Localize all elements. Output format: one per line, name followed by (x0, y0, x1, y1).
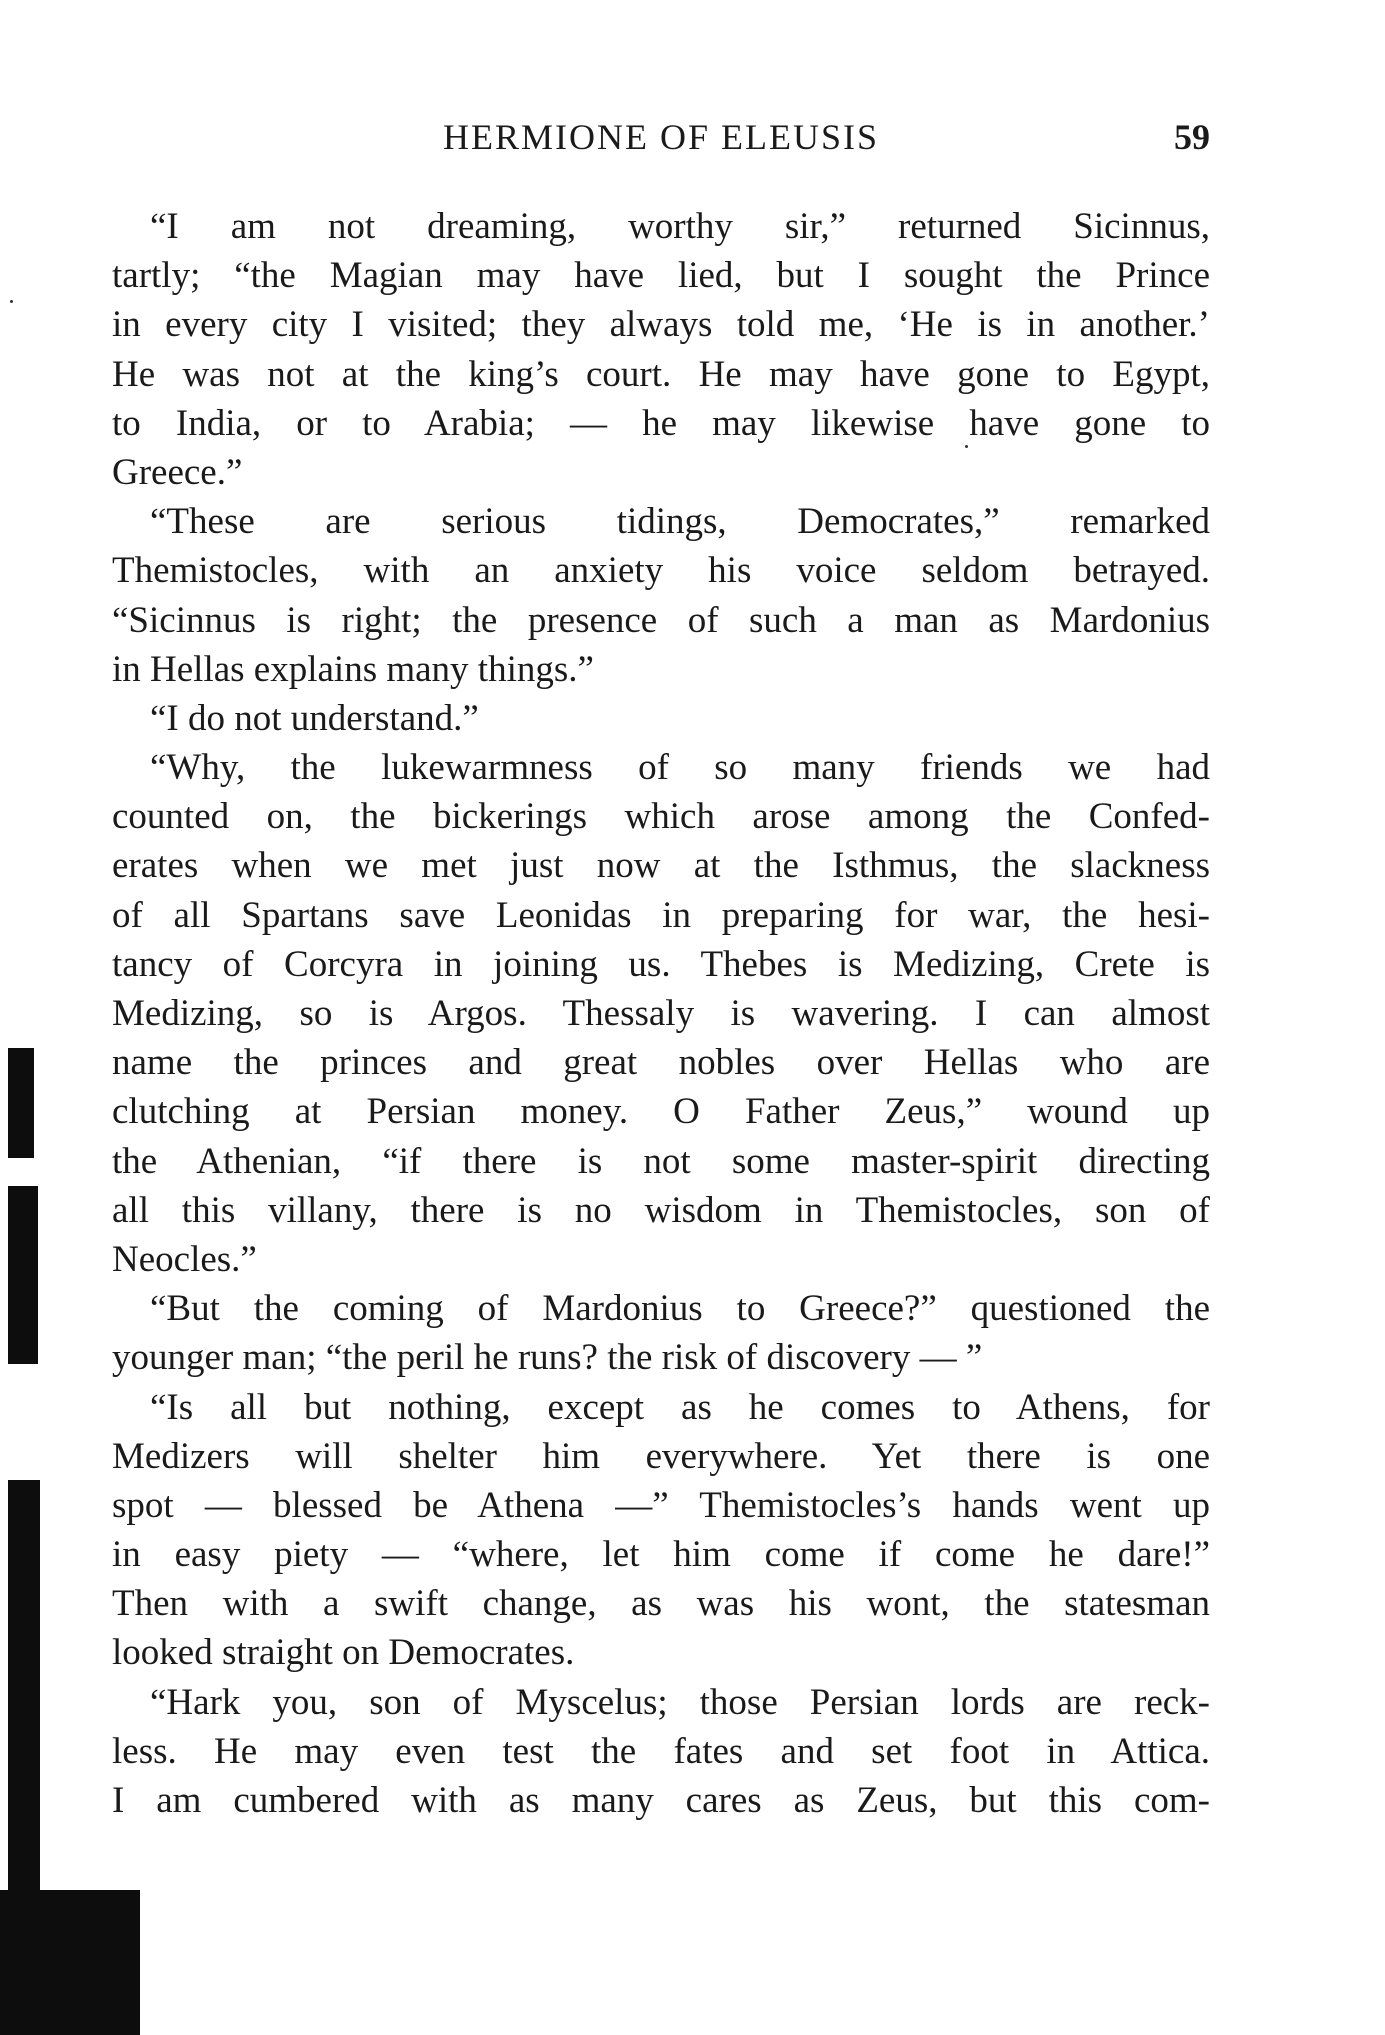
binding-shadow (8, 1186, 38, 1364)
text-line: the Athenian, “if there is not some master-spirit directing (112, 1140, 1210, 1182)
text-line: Medizing, so is Argos. Thessaly is wavering. I can almost (112, 993, 1210, 1034)
text-line: in Hellas explains many things.” (112, 648, 594, 690)
text-line: “I do not understand.” (150, 697, 479, 739)
ink-speck (965, 445, 968, 448)
binding-shadow (8, 1480, 40, 1900)
text-line: “Why, the lukewarmness of so many friends we had (150, 747, 1210, 789)
text-line: of all Spartans save Leonidas in preparing for war, the hesi- (112, 894, 1210, 936)
text-line: “These are serious tidings, Democrates,” remarked (150, 501, 1210, 543)
text-line: less. He may even test the fates and set foot in Attica. (112, 1730, 1210, 1772)
page-number: 59 (1174, 117, 1210, 157)
text-line: younger man; “the peril he runs? the risk of discovery — ” (112, 1337, 983, 1379)
text-line: name the princes and great nobles over Hellas who are (112, 1042, 1210, 1084)
text-line: tancy of Corcyra in joining us. Thebes is Medizing, Crete is (112, 943, 1210, 985)
running-title: HERMIONE OF ELEUSIS (442, 117, 879, 157)
text-line: looked straight on Democrates. (112, 1632, 575, 1674)
text-line: Greece.” (112, 451, 243, 493)
text-line: “But the coming of Mardonius to Greece?” questioned the (150, 1288, 1210, 1330)
text-line: “Sicinnus is right; the presence of such a man as Mardonius (112, 599, 1210, 641)
text-line: to India, or to Arabia; — he may likewise have gone to (112, 402, 1210, 444)
text-line: I am cumbered with as many cares as Zeus, but this com- (112, 1780, 1210, 1821)
body-text (112, 202, 1210, 1825)
text-line: spot — blessed be Athena —” Themistocles’s hands went up (112, 1484, 1210, 1526)
text-line: counted on, the bickerings which arose among the Confed- (112, 796, 1210, 838)
binding-shadow (8, 1048, 34, 1158)
text-line: He was not at the king’s court. He may have gone to Egypt, (112, 353, 1210, 395)
text-line: “Is all but nothing, except as he comes to Athens, for (150, 1386, 1210, 1428)
text-line: Themistocles, with an anxiety his voice seldom betrayed. (112, 550, 1210, 592)
text-line: in every city I visited; they always told me, ‘He is in another.’ (112, 304, 1210, 346)
text-line: erates when we met just now at the Isthmus, the slackness (112, 845, 1210, 887)
text-line: “I am not dreaming, worthy sir,” returned Sicinnus, (150, 206, 1210, 247)
text-line: clutching at Persian money. O Father Zeus,” wound up (112, 1091, 1210, 1133)
text-line: Neocles.” (112, 1238, 257, 1280)
text-line: “Hark you, son of Myscelus; those Persian lords are reck- (150, 1681, 1210, 1723)
page-header (112, 112, 1210, 162)
ink-speck (10, 300, 13, 303)
text-line: Medizers will shelter him everywhere. Yet there is one (112, 1435, 1210, 1477)
binding-shadow (0, 1890, 140, 2035)
text-line: in easy piety — “where, let him come if come he dare!” (112, 1534, 1210, 1576)
text-line: tartly; “the Magian may have lied, but I sought the Prince (112, 255, 1210, 297)
text-line: Then with a swift change, as was his wont, the statesman (112, 1583, 1210, 1625)
text-line: all this villany, there is no wisdom in Themistocles, son of (112, 1189, 1210, 1231)
